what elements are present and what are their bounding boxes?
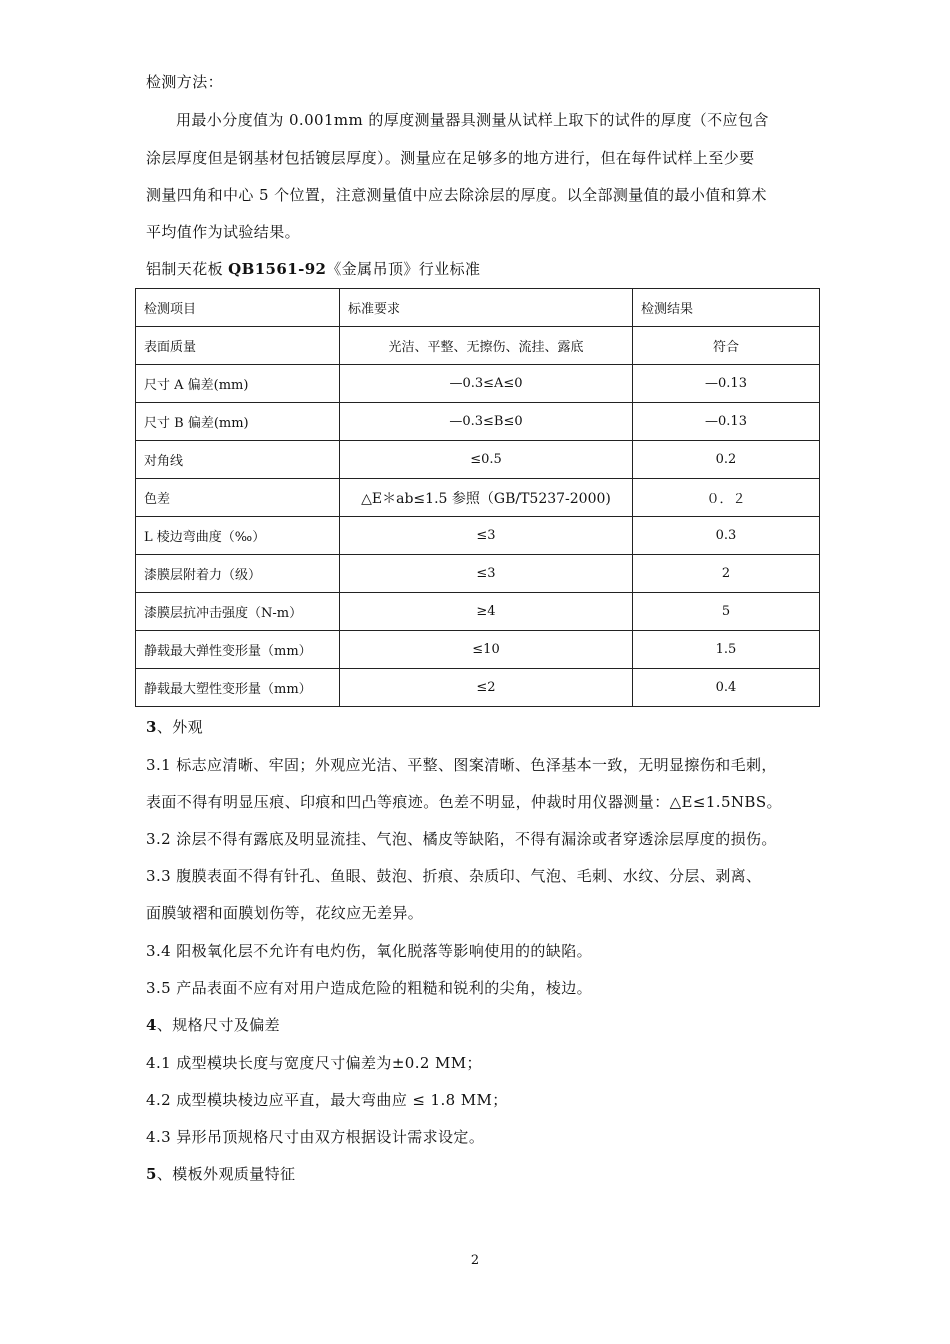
table-cell-item: 对角线 [136,441,340,479]
table-cell-result: —0.13 [633,365,820,403]
table-row [136,365,820,403]
table-header-cell: 标准要求 [340,289,633,327]
table-cell-requirement: ≤3 [340,517,633,555]
section-3-number: 3 [146,718,157,736]
method-line: 用最小分度值为 0.001mm 的厚度测量器具测量从试样上取下的试件的厚度（不应包含 [176,111,769,129]
table-row [136,669,820,707]
table-row [136,479,820,517]
table-cell-item: 尺寸 B 偏差(mm) [136,403,340,441]
table-row [136,403,820,441]
table-cell-requirement: △E＊ab≤1.5 参照（GB/T5237-2000) [340,479,633,517]
method-line: 涂层厚度但是钢基材包括镀层厚度）。测量应在足够多的地方进行，但在每件试样上至少要 [146,149,755,167]
section-3-line: 面膜皱褶和面膜划伤等，花纹应无差异。 [146,904,424,922]
table-header-cell: 检测结果 [633,289,820,327]
table-cell-item: L 棱边弯曲度（‰） [136,517,340,555]
table-cell-item: 静载最大塑性变形量（mm） [136,669,340,707]
table-cell-result: 0.3 [633,517,820,555]
table-cell-requirement: 光洁、平整、无擦伤、流挂、露底 [340,327,633,365]
table-row [136,631,820,669]
table-cell-result: 0.2 [633,441,820,479]
page-number: 2 [470,1253,480,1268]
table-header-row [136,289,820,327]
table-cell-requirement: ≤0.5 [340,441,633,479]
table-caption-suffix: 《金属吊顶》行业标准 [326,260,481,278]
table-cell-result: ０．２ [633,479,820,517]
table-cell-result: 符合 [633,327,820,365]
section-3-title: 、外观 [156,718,204,736]
section-3-line: 3.2 涂层不得有露底及明显流挂、气泡、橘皮等缺陷，不得有漏涂或者穿透涂层厚度的损伤。 [146,830,777,848]
table-cell-result: 0.4 [633,669,820,707]
section-3-line: 3.4 阳极氧化层不允许有电灼伤，氧化脱落等影响使用的的缺陷。 [146,942,593,960]
section-5-heading [146,1164,818,1184]
section-4-line: 4.1 成型模块长度与宽度尺寸偏差为±0.2 MM； [146,1054,482,1072]
table-cell-requirement: —0.3≤A≤0 [340,365,633,403]
section-5-number: 5 [146,1165,157,1183]
table-cell-requirement: ≤10 [340,631,633,669]
section-3-line: 3.1 标志应清晰、牢固；外观应光洁、平整、图案清晰、色泽基本一致，无明显擦伤和毛刺， [146,756,777,774]
standard-table [135,288,820,707]
method-title: 检测方法： [146,73,224,91]
section-4-number: 4 [146,1016,157,1034]
table-cell-item: 尺寸 A 偏差(mm) [136,365,340,403]
method-line: 测量四角和中心 5 个位置，注意测量值中应去除涂层的厚度。以全部测量值的最小值和算术 [146,186,767,204]
table-cell-requirement: ≤2 [340,669,633,707]
table-cell-item: 色差 [136,479,340,517]
section-4-title: 、规格尺寸及偏差 [156,1016,281,1034]
table-row [136,517,820,555]
table-caption [146,259,818,279]
table-cell-result: —0.13 [633,403,820,441]
table-row [136,593,820,631]
table-row [136,441,820,479]
table-cell-item: 漆膜层抗冲击强度（N-m） [136,593,340,631]
table-cell-result: 2 [633,555,820,593]
table-cell-requirement: ≤3 [340,555,633,593]
table-cell-requirement: ≥4 [340,593,633,631]
table-caption-prefix: 铝制天花板 [146,260,229,278]
section-3-line: 表面不得有明显压痕、印痕和凹凸等痕迹。色差不明显，仲裁时用仪器测量：△E≤1.5NBS。 [146,793,782,811]
table-row [136,327,820,365]
table-caption-code: QB1561-92 [228,260,327,278]
section-4-line: 4.2 成型模块棱边应平直，最大弯曲应 ≤ 1.8 MM； [146,1091,508,1109]
table-cell-result: 1.5 [633,631,820,669]
method-line: 平均值作为试验结果。 [146,223,301,241]
table-row [136,555,820,593]
section-3-heading [146,717,818,737]
section-5-title: 、模板外观质量特征 [156,1165,296,1183]
section-3-line: 3.5 产品表面不应有对用户造成危险的粗糙和锐利的尖角，棱边。 [146,979,593,997]
table-cell-item: 静载最大弹性变形量（mm） [136,631,340,669]
section-4-heading [146,1015,818,1035]
table-header-cell: 检测项目 [136,289,340,327]
table-cell-result: 5 [633,593,820,631]
section-3-line: 3.3 腹膜表面不得有针孔、鱼眼、鼓泡、折痕、杂质印、气泡、毛刺、水纹、分层、剥离、 [146,867,762,885]
section-4-line: 4.3 异形吊顶规格尺寸由双方根据设计需求设定。 [146,1128,485,1146]
table-cell-item: 表面质量 [136,327,340,365]
table-cell-item: 漆膜层附着力（级） [136,555,340,593]
table-cell-requirement: —0.3≤B≤0 [340,403,633,441]
